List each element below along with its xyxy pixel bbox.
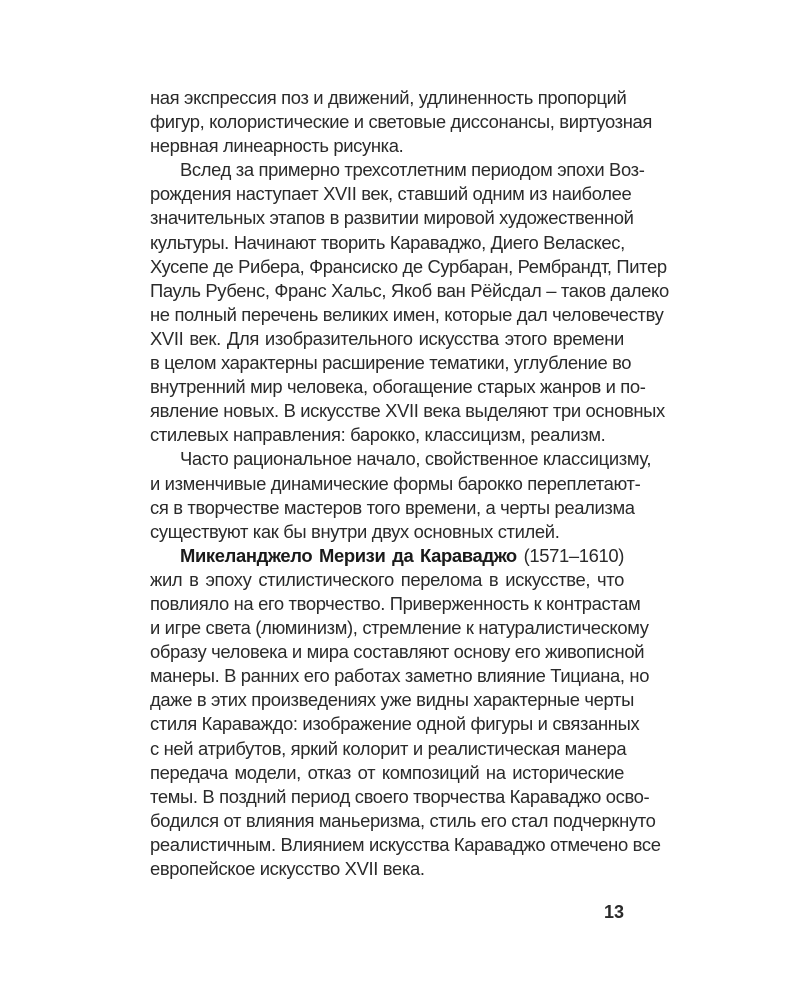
- text-line: Пауль Рубенс, Франс Хальс, Якоб ван Рёйсдал – таков далеко: [150, 279, 669, 301]
- text-line: Часто рациональное начало, свойственное классицизму,: [180, 448, 652, 470]
- text-line: европейское искусство XVII века.: [150, 858, 425, 879]
- text-line: рождения наступает XVII век, ставший одним из наиболее: [150, 183, 632, 205]
- text-line: ся в творчестве мастеров того времени, а черты реализма: [150, 496, 635, 518]
- text-line: стиля Караваждо: изображение одной фигуры и связанных: [150, 713, 640, 735]
- artist-dates: (1571–1610): [523, 544, 625, 566]
- text-line: и изменчивые динамические формы барокко переплетают-: [150, 472, 641, 494]
- text-line: с ней атрибутов, яркий колорит и реалистическая манера: [150, 737, 627, 759]
- text-line: стилевых направления: барокко, классицизм, реализм.: [150, 424, 606, 446]
- text-line: бодился от влияния маньеризма, стиль его стал подчеркнуто: [150, 809, 656, 831]
- text-line: Вслед за примерно трехсотлетним периодом эпохи Воз-: [180, 159, 645, 181]
- text-line: фигур, колористические и световые диссонансы, виртуозная: [150, 111, 653, 133]
- text-line: внутренний мир человека, обогащение старых жанров и по-: [150, 376, 646, 398]
- text-line: жил в эпоху стилистического перелома в искусстве, что: [150, 568, 624, 590]
- text-line: в целом характерны расширение тематики, углубление во: [150, 352, 632, 374]
- text-line: манеры. В ранних его работах заметно влияние Тициана, но: [150, 665, 650, 687]
- text-line: явление новых. В искусстве XVII века выделяют три основных: [150, 400, 665, 422]
- text-line: темы. В поздний период своего творчества Караваджо осво-: [150, 785, 650, 807]
- text-line: существуют как бы внутри двух основных стилей.: [150, 520, 560, 542]
- text-line: культуры. Начинают творить Караваджо, Диего Веласкес,: [150, 231, 625, 253]
- text-line: ная экспрессия поз и движений, удлиненность пропорций: [150, 87, 627, 108]
- artist-name: Микеланджело Меризи да Караваджо: [180, 544, 517, 566]
- text-line: повлияло на его творчество. Приверженность к контрастам: [150, 592, 641, 614]
- text-line: значительных этапов в развитии мировой художественной: [150, 207, 634, 229]
- text-line: нервная линеарность рисунка.: [150, 135, 404, 157]
- body-text: [150, 86, 669, 881]
- page-number: 13: [603, 902, 624, 922]
- text-line: не полный перечень великих имен, которые дал человечеству: [150, 303, 664, 325]
- text-line: реалистичным. Влиянием искусства Караваджо отмечено все: [150, 833, 661, 855]
- text-line: образу человека и мира составляют основу его живописной: [150, 641, 645, 663]
- text-line: передача модели, отказ от композиций на исторические: [150, 761, 624, 783]
- text-line: даже в этих произведениях уже видны характерные черты: [150, 689, 634, 711]
- text-line: XVII век. Для изобразительного искусства этого времени: [150, 327, 624, 349]
- text-line: Хусепе де Рибера, Франсиско де Сурбаран, Рембрандт, Питер: [150, 255, 667, 277]
- text-line: [150, 544, 624, 568]
- text-line: и игре света (люминизм), стремление к натуралистическому: [150, 617, 649, 639]
